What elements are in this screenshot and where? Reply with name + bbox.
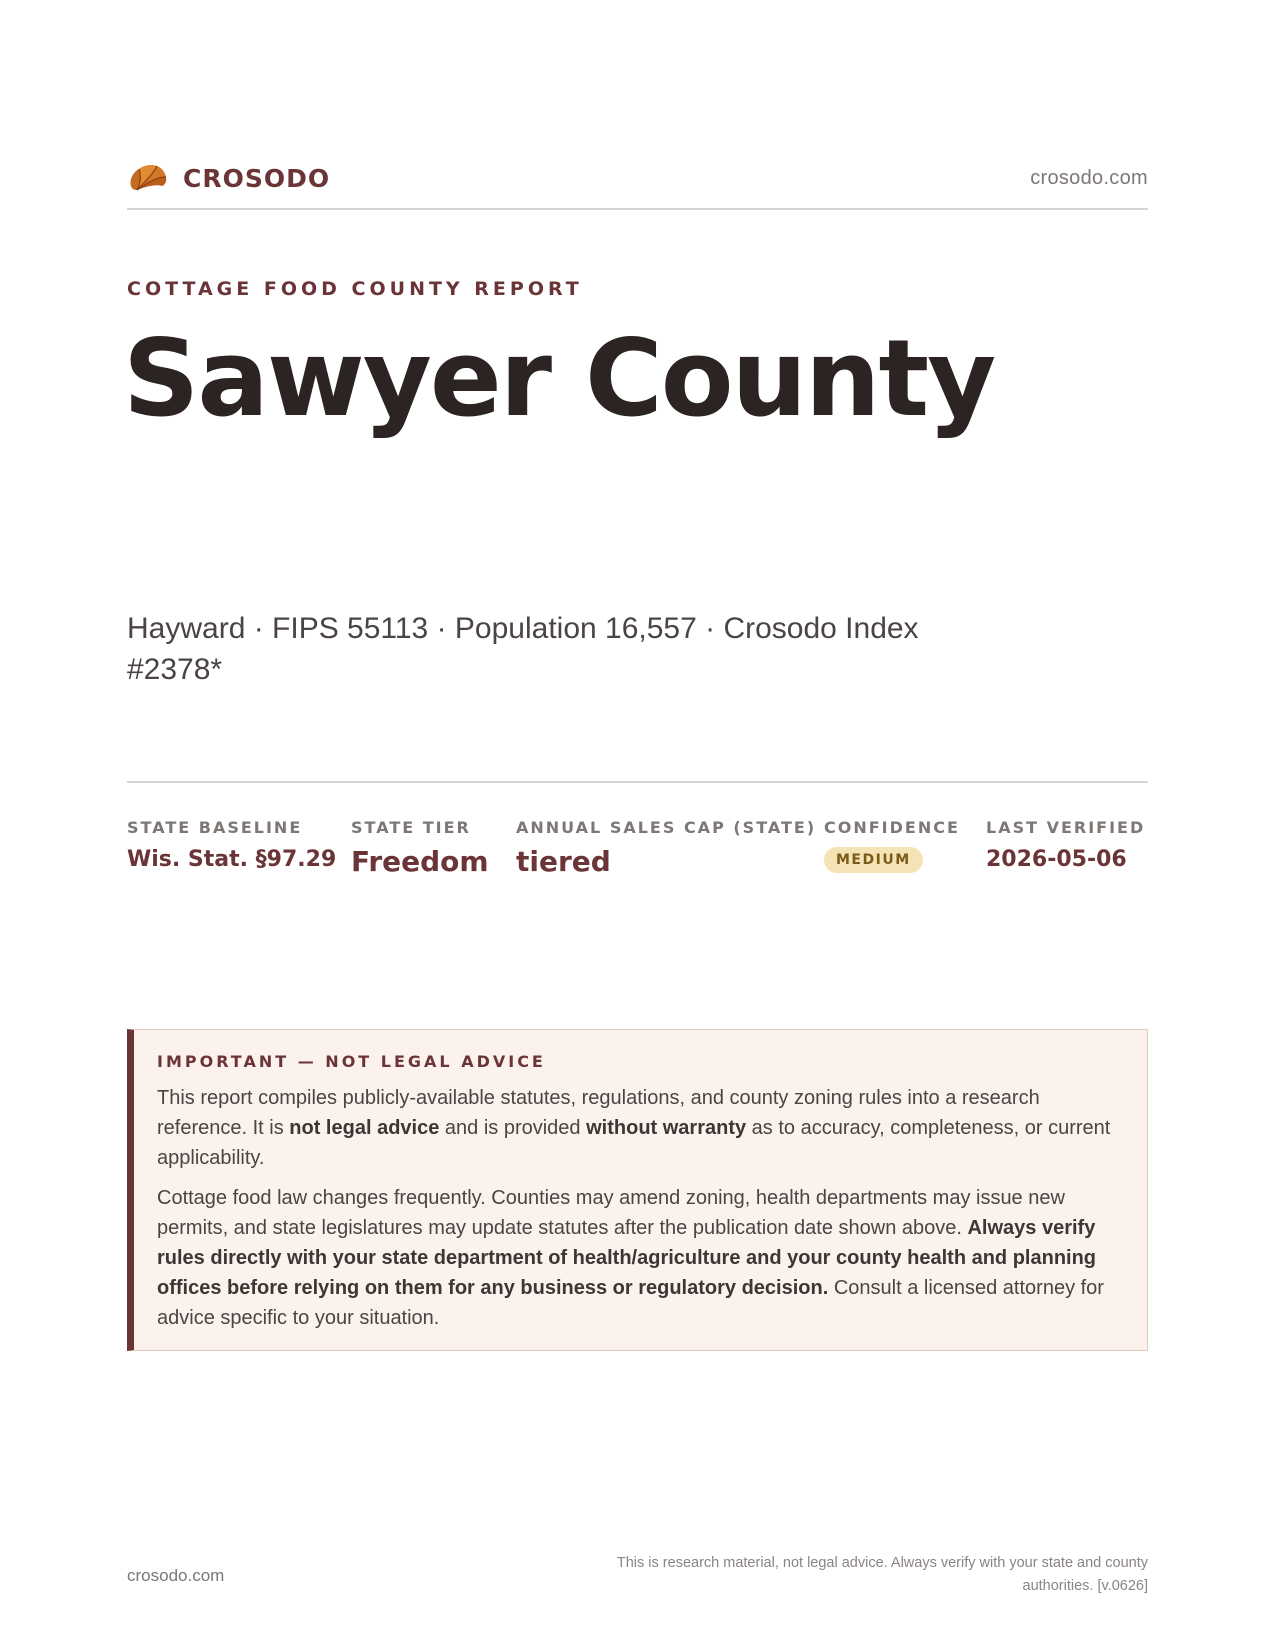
stat-value: tiered xyxy=(516,845,611,878)
header-divider xyxy=(127,208,1148,210)
notice-text: Consult a licensed attorney for advice specific to your situation. xyxy=(157,1277,1104,1329)
stats-divider xyxy=(127,781,1148,783)
stat-value: Wis. Stat. §97.29 xyxy=(127,847,337,872)
stat-state-baseline xyxy=(127,818,336,872)
brand[interactable] xyxy=(127,160,330,196)
notice-emphasis: not legal advice xyxy=(289,1117,440,1139)
stat-label: STATE TIER xyxy=(351,818,471,837)
stat-value: Freedom xyxy=(351,845,489,878)
confidence-badge: MEDIUM xyxy=(824,847,923,873)
stat-annual-sales-cap xyxy=(516,818,816,878)
report-subtitle: Hayward · FIPS 55113 · Population 16,557 · Crosodo Index #2378* xyxy=(127,612,919,686)
stat-label: CONFIDENCE xyxy=(824,818,960,837)
page-title: Sawyer County xyxy=(123,317,995,440)
notice-text: and is provided xyxy=(439,1117,587,1139)
header-url[interactable]: crosodo.com xyxy=(1030,167,1148,189)
notice-emphasis: without warranty xyxy=(586,1117,747,1139)
footer-url[interactable]: crosodo.com xyxy=(127,1566,225,1585)
stat-label: ANNUAL SALES CAP (STATE) xyxy=(516,818,817,837)
footer-disclaimer: This is research material, not legal advice. Always verify with your state and county authorities. [v.0626] xyxy=(616,1555,1148,1594)
notice-text: Cottage food law changes frequently. Counties may amend zoning, health departments may issue new permits, and state legislatures may update statutes after the publication date shown above. xyxy=(157,1187,1065,1239)
stat-label: STATE BASELINE xyxy=(127,818,303,837)
notice-emphasis: Always verify rules directly with your state department of health/agriculture and your county health and planning offices before relying on them for any business or regulatory decision. xyxy=(157,1217,1097,1299)
stat-state-tier xyxy=(351,818,489,878)
croissant-icon xyxy=(127,160,169,196)
stat-last-verified xyxy=(986,818,1145,872)
page-header xyxy=(127,155,1148,203)
report-page xyxy=(123,0,1148,1650)
brand-name: CROSODO xyxy=(183,163,331,193)
notice-paragraph-2 xyxy=(157,1183,1119,1333)
notice-title: IMPORTANT — NOT LEGAL ADVICE xyxy=(157,1052,546,1071)
stat-value: 2026-05-06 xyxy=(986,847,1127,872)
notice-text: This report compiles publicly-available statutes, regulations, and county zoning rules into a research reference. It is xyxy=(157,1087,1040,1139)
notice-paragraph-1 xyxy=(157,1083,1119,1173)
notice-text: as to accuracy, completeness, or current applicability. xyxy=(157,1117,1111,1169)
report-eyebrow: COTTAGE FOOD COUNTY REPORT xyxy=(127,278,583,300)
stat-label: LAST VERIFIED xyxy=(986,818,1146,837)
stat-confidence xyxy=(824,818,960,873)
legal-notice xyxy=(127,1029,1148,1351)
